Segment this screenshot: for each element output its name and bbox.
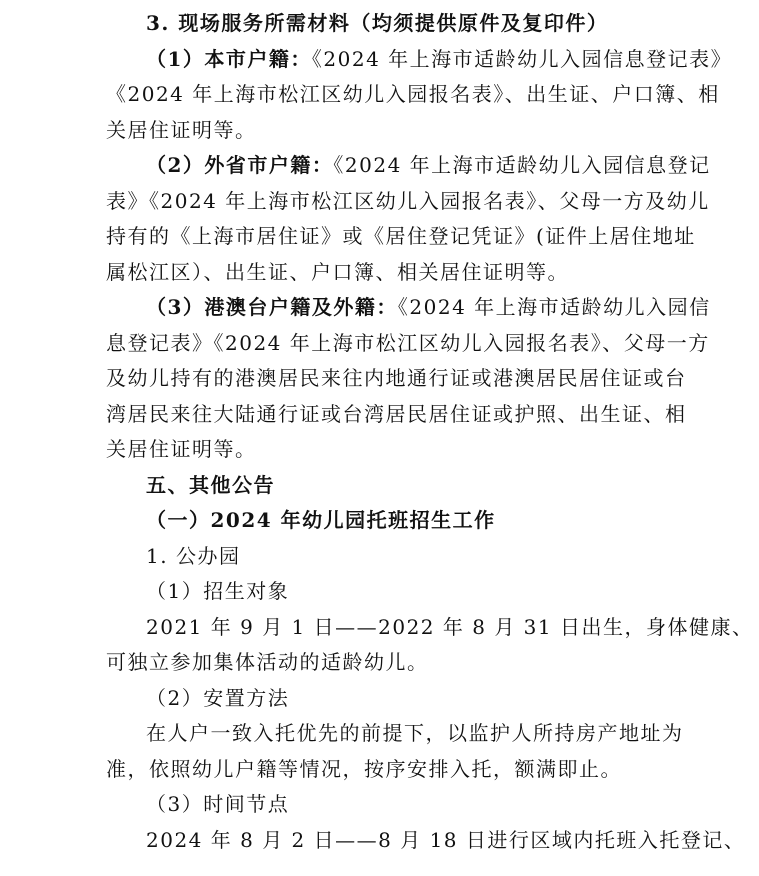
hkmt-foreign-text: 《2024 年上海市适龄幼儿入园信 [397,295,711,319]
timeline-heading: （3）时间节点 [146,792,290,816]
public-kindergarten-heading: 1. 公办园 [146,543,241,568]
other-province-text: 《2024 年上海市适龄幼儿入园信息登记 [333,153,711,177]
text-line: 可独立参加集体活动的适龄幼儿。 [106,650,429,674]
text-line: 准，依照幼儿户籍等情况，按序安排入托，额满即止。 [106,756,622,781]
local-household-text: 《2024 年上海市适龄幼儿入园信息登记表》 [311,46,733,71]
text-line: 湾居民来往大陆通行证或台湾居民居住证或护照、出生证、相 [106,401,687,426]
text-line: 属松江区）、出生证、户口簿、相关居住证明等。 [106,259,569,284]
text-line: 关居住证明等。 [106,117,257,142]
hkmt-foreign-para [106,290,711,326]
text-line: 表》《2024 年上海市松江区幼儿入园报名表》、父母一方及幼儿 [106,188,710,213]
local-household-para [106,42,733,78]
text-line: 息登记表》《2024 年上海市松江区幼儿入园报名表》、父母一方 [106,330,710,355]
other-province-label: （2）外省市户籍： [146,153,334,177]
text-line: 关居住证明等。 [106,437,257,461]
text-line: 2021 年 9 月 1 日——2022 年 8 月 31 日出生，身体健康、 [146,614,754,639]
text-line: 及幼儿持有的港澳居民来往内地通行证或港澳居民居住证或台 [106,366,687,390]
subsection-heading: （一）2024 年幼儿园托班招生工作 [146,508,496,532]
enrollment-target-heading: （1）招生对象 [146,579,290,603]
text-line: 《2024 年上海市松江区幼儿入园报名表》、出生证、户口簿、相 [106,82,720,106]
text-line: 2024 年 8 月 2 日——8 月 18 日进行区域内托班入托登记、 [146,827,746,852]
placement-method-heading: （2）安置方法 [146,685,290,710]
text-line: 在人户一致入托优先的前提下，以监护人所持房产地址为 [146,721,684,745]
text-line: 持有的《上海市居住证》或《居住登记凭证》(证件上居住地址 [106,224,696,248]
other-province-para [106,148,711,184]
materials-heading: 3. 现场服务所需材料（均须提供原件及复印件） [146,11,609,35]
local-household-label: （1）本市户籍： [146,46,312,71]
hkmt-foreign-label: （3）港澳台户籍及外籍： [146,295,398,319]
section-heading: 五、其他公告 [146,472,275,497]
